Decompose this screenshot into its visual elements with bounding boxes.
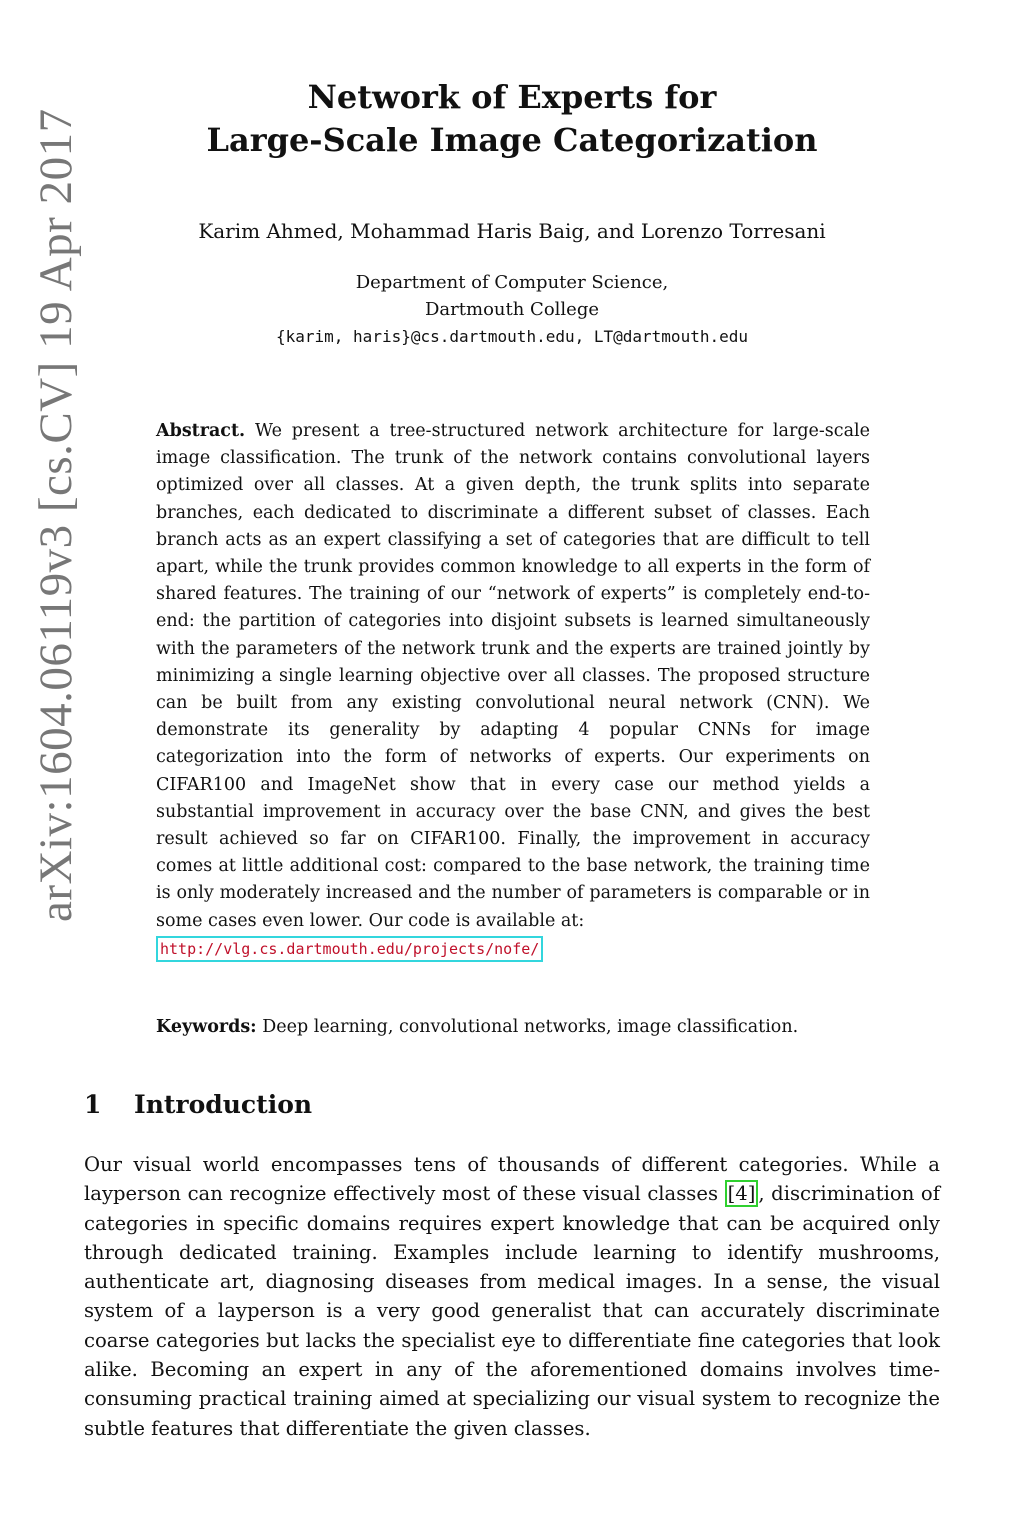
section-title: Introduction [134,1090,313,1119]
title-line-2: Large-Scale Image Categorization [206,121,818,159]
keywords-text: Deep learning, convolutional networks, image classification. [262,1017,799,1037]
affiliation-college: Dartmouth College [425,299,599,320]
arxiv-side-stamp: arXiv:1604.06119v3 [cs.CV] 19 Apr 2017 [30,108,82,922]
abstract-label: Abstract. [156,421,246,441]
section-number: 1 [84,1090,102,1119]
introduction-paragraph [84,1150,940,1443]
intro-text-part-1: Our visual world encompasses tens of thousands of different categories. While a layperson can recognize effectively most of these visual classes [84,1153,940,1206]
section-heading-introduction [84,1087,684,1123]
keywords-block [156,1014,870,1041]
title-line-1: Network of Experts for [307,78,717,116]
project-code-link[interactable]: http://vlg.cs.dartmouth.edu/projects/nofe/ [156,936,543,962]
author-list: Karim Ahmed, Mohammad Haris Baig, and Lorenzo Torresani [198,219,826,243]
keywords-label: Keywords: [156,1017,257,1037]
paper-title [110,76,914,162]
affiliation-department: Department of Computer Science, [355,272,669,293]
citation-link[interactable]: [4] [725,1180,759,1207]
intro-text-part-2: , discrimination of categories in specific domains requires expert knowledge that can be acquired only through dedicated training. Examples include learning to identify mushrooms, authenticate art, diagnosing diseases from medical images. In a sense, the visual system of a layperson is a very good generalist that can accurately discriminate coarse categories but lacks the specialist eye to differentiate fine categories that look alike. Becoming an expert in any of the aforementioned domains involves time-consuming practical training aimed at specializing our visual system to recognize the subtle features that differentiate the given classes. [84,1182,940,1440]
abstract-text: We present a tree-structured network architecture for large-scale image classification. The trunk of the network contains convolutional layers optimized over all classes. At a given depth, the trunk splits into separate branches, each dedicated to discriminate a different subset of classes. Each branch acts as an expert classifying a set of categories that are difficult to tell apart, while the trunk provides common knowledge to all experts in the form of shared features. The training of our “network of experts” is completely end-to-end: the partition of categories into disjoint subsets is learned simultaneously with the parameters of the network trunk and the experts are trained jointly by minimizing a single learning objective over all classes. The proposed structure can be built from any existing convolutional neural network (CNN). We demonstrate its generality by adapting 4 popular CNNs for image categorization into the form of networks of experts. Our experiments on CIFAR100 and ImageNet show that in every case our method yields a substantial improvement in accuracy over the base CNN, and gives the best result achieved so far on CIFAR100. Finally, the improvement in accuracy comes at little additional cost: compared to the base network, the training time is only moderately increased and the number of parameters is comparable or in some cases even lower. Our code is available at: [156,421,870,931]
abstract-block [156,418,870,963]
affiliation-block [110,269,914,350]
author-emails: {karim, haris}@cs.dartmouth.edu, LT@dartmouth.edu [275,327,748,346]
